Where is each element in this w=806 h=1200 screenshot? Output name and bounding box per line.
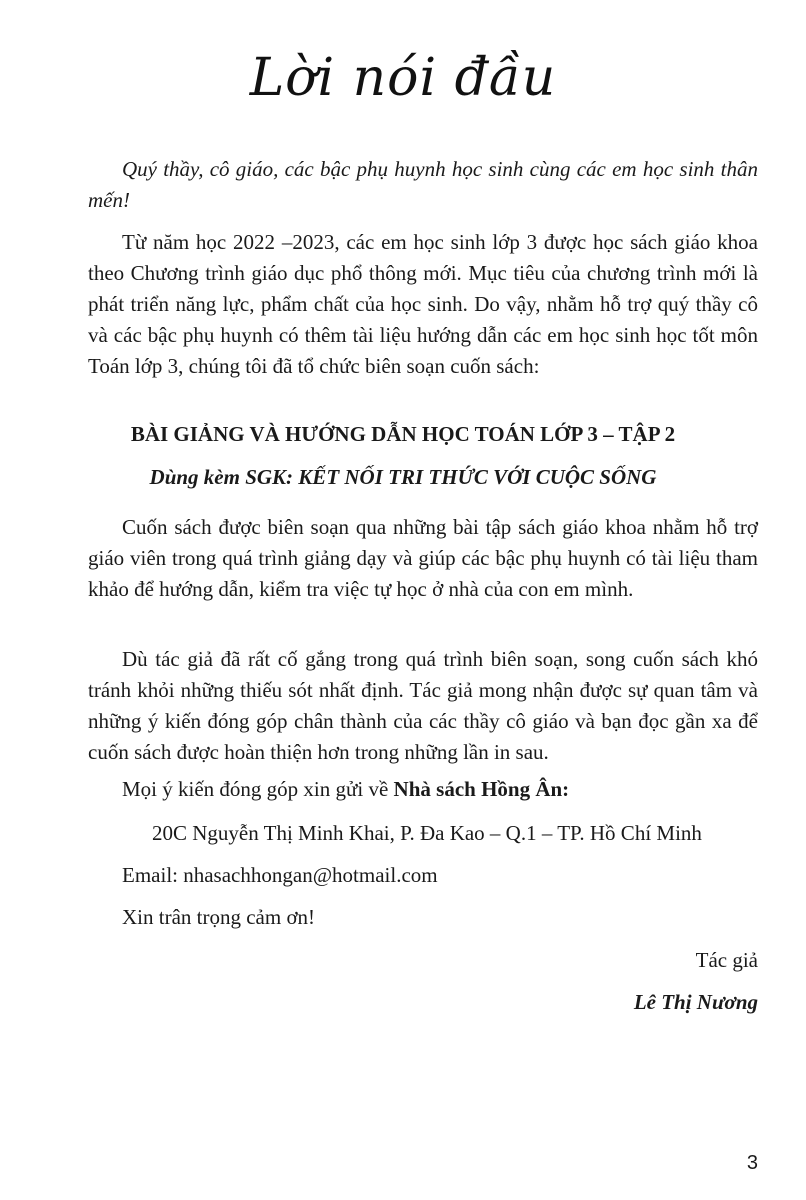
thanks-line: Xin trân trọng cảm ơn! [122,905,316,929]
book-subtitle: Dùng kèm SGK: KẾT NỐI TRI THỨC VỚI CUỘC SỐNG [149,465,657,489]
greeting-paragraph: Quý thầy, cô giáo, các bậc phụ huynh học sinh cùng các em học sinh thân mến! [88,157,758,212]
intro-paragraph: Từ năm học 2022 –2023, các em học sinh lớp 3 được học sách giáo khoa theo Chương trình giáo dục phổ thông mới. Mục tiêu của chương trình mới là phát triển năng lực, phẩm chất của học sinh. Do vậy, nhằm hỗ trợ quý thầy cô và các bậc phụ huynh có thêm tài liệu hướng dẫn các em học sinh học tốt môn Toán lớp 3, chúng tôi đã tổ chức biên soạn cuốn sách: [88,230,758,378]
purpose-paragraph: Cuốn sách được biên soạn qua những bài tập sách giáo khoa nhằm hỗ trợ giáo viên trong quá trình giảng dạy và giúp các bậc phụ huynh có tài liệu tham khảo để hướng dẫn, kiểm tra việc tự học ở nhà của con em mình. [88,515,758,601]
signature-name: Lê Thị Nương [633,990,758,1014]
email-line: Email: nhasachhongan@hotmail.com [122,863,438,887]
page-number: 3 [746,1152,758,1174]
signature-role: Tác giả [695,948,758,972]
contact-prefix: Mọi ý kiến đóng góp xin gửi về [122,777,394,801]
publisher-name: Nhà sách Hồng Ân: [393,777,570,801]
book-title: BÀI GIẢNG VÀ HƯỚNG DẪN HỌC TOÁN LỚP 3 – TẬP 2 [130,422,676,446]
address-line: 20C Nguyễn Thị Minh Khai, P. Đa Kao – Q.1 – TP. Hồ Chí Minh [152,821,702,845]
contact-line [122,774,569,805]
page-title: Lời nói đầu [249,48,557,108]
feedback-paragraph: Dù tác giả đã rất cố gắng trong quá trình biên soạn, song cuốn sách khó tránh khỏi những thiếu sót nhất định. Tác giả mong nhận được sự quan tâm và những ý kiến đóng góp chân thành của các thầy cô giáo và bạn đọc gần xa để cuốn sách được hoàn thiện hơn trong những lần in sau. [88,647,758,764]
